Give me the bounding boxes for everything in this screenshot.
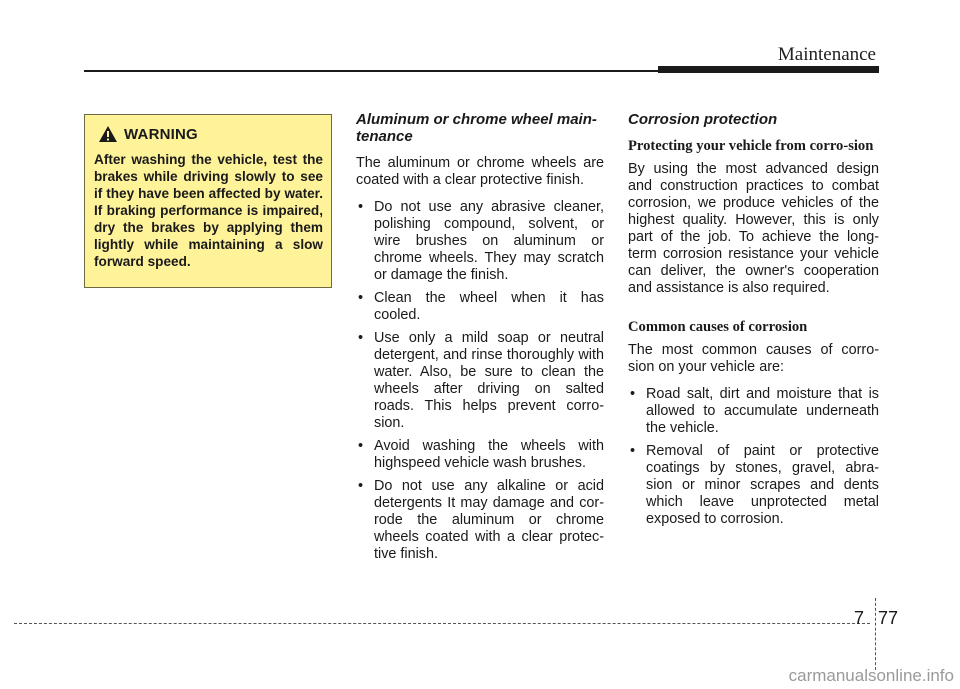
header-rule-thin [84, 70, 680, 72]
warning-header [98, 125, 323, 143]
wheel-maintenance-heading: Aluminum or chrome wheel main-tenance [356, 111, 597, 145]
chapter-number: 7 [854, 608, 865, 628]
warning-box [84, 114, 332, 288]
list-item: • Use only a mild soap or neutral detergent, and rinse thoroughly with water. Also, be sure to clean the wheels after driving on salted roads. This helps prevent corro-sion. [356, 330, 604, 432]
corrosion-heading: Corrosion protection [628, 111, 778, 128]
section-title: Maintenance [777, 44, 876, 65]
warning-text: After washing the vehicle, test the brakes while driving slowly to see if they have been affected by water. If braking performance is impaired, dry the brakes by applying them lightly while maintaining a slow forward speed. [94, 152, 323, 269]
wheel-maintenance-intro: The aluminum or chrome wheels are coated with a clear protective finish. [356, 155, 604, 188]
bottom-rule [14, 623, 870, 624]
wheel-care-list [356, 199, 604, 563]
wheel-maintenance-column [356, 111, 604, 569]
list-item: • Do not use any abrasive cleaner, polishing compound, solvent, or wire brushes on aluminum or chrome wheels. They may scratch or damage the finish. [356, 199, 604, 284]
list-item: • Avoid washing the wheels with highspeed vehicle wash brushes. [356, 438, 604, 472]
list-item: • Removal of paint or protective coatings by stones, gravel, abra-sion or minor scrapes and dents which leave unprotected metal exposed to corrosion. [628, 443, 879, 528]
corrosion-column [628, 111, 879, 534]
watermark: carmanualsonline.info [788, 666, 954, 685]
common-causes-intro: The most common causes of corro-sion on your vehicle are: [628, 342, 879, 375]
list-item: • Clean the wheel when it has cooled. [356, 290, 604, 324]
protecting-paragraph: By using the most advanced design and construction practices to combat corrosion, we produce vehicles of the highest quality. However, this is only part of the job. To achieve the long-term corrosion resistance your vehicle can deliver, the owner's cooperation and assistance is also required. [628, 161, 879, 296]
protecting-subheading: Protecting your vehicle from corro-sion [628, 138, 874, 154]
page-number-value: 77 [878, 608, 899, 628]
corrosion-causes-list [628, 386, 879, 528]
warning-title: WARNING [124, 125, 198, 143]
page-number [854, 607, 898, 629]
list-item: • Do not use any alkaline or acid detergents It may damage and cor-rode the aluminum or chrome wheels coated with a clear protec-tive finish. [356, 478, 604, 563]
list-item: • Road salt, dirt and moisture that is allowed to accumulate underneath the vehicle. [628, 386, 879, 437]
warning-triangle-icon [98, 125, 118, 143]
header-rule-thick [658, 66, 879, 73]
common-causes-subheading: Common causes of corrosion [628, 319, 808, 335]
